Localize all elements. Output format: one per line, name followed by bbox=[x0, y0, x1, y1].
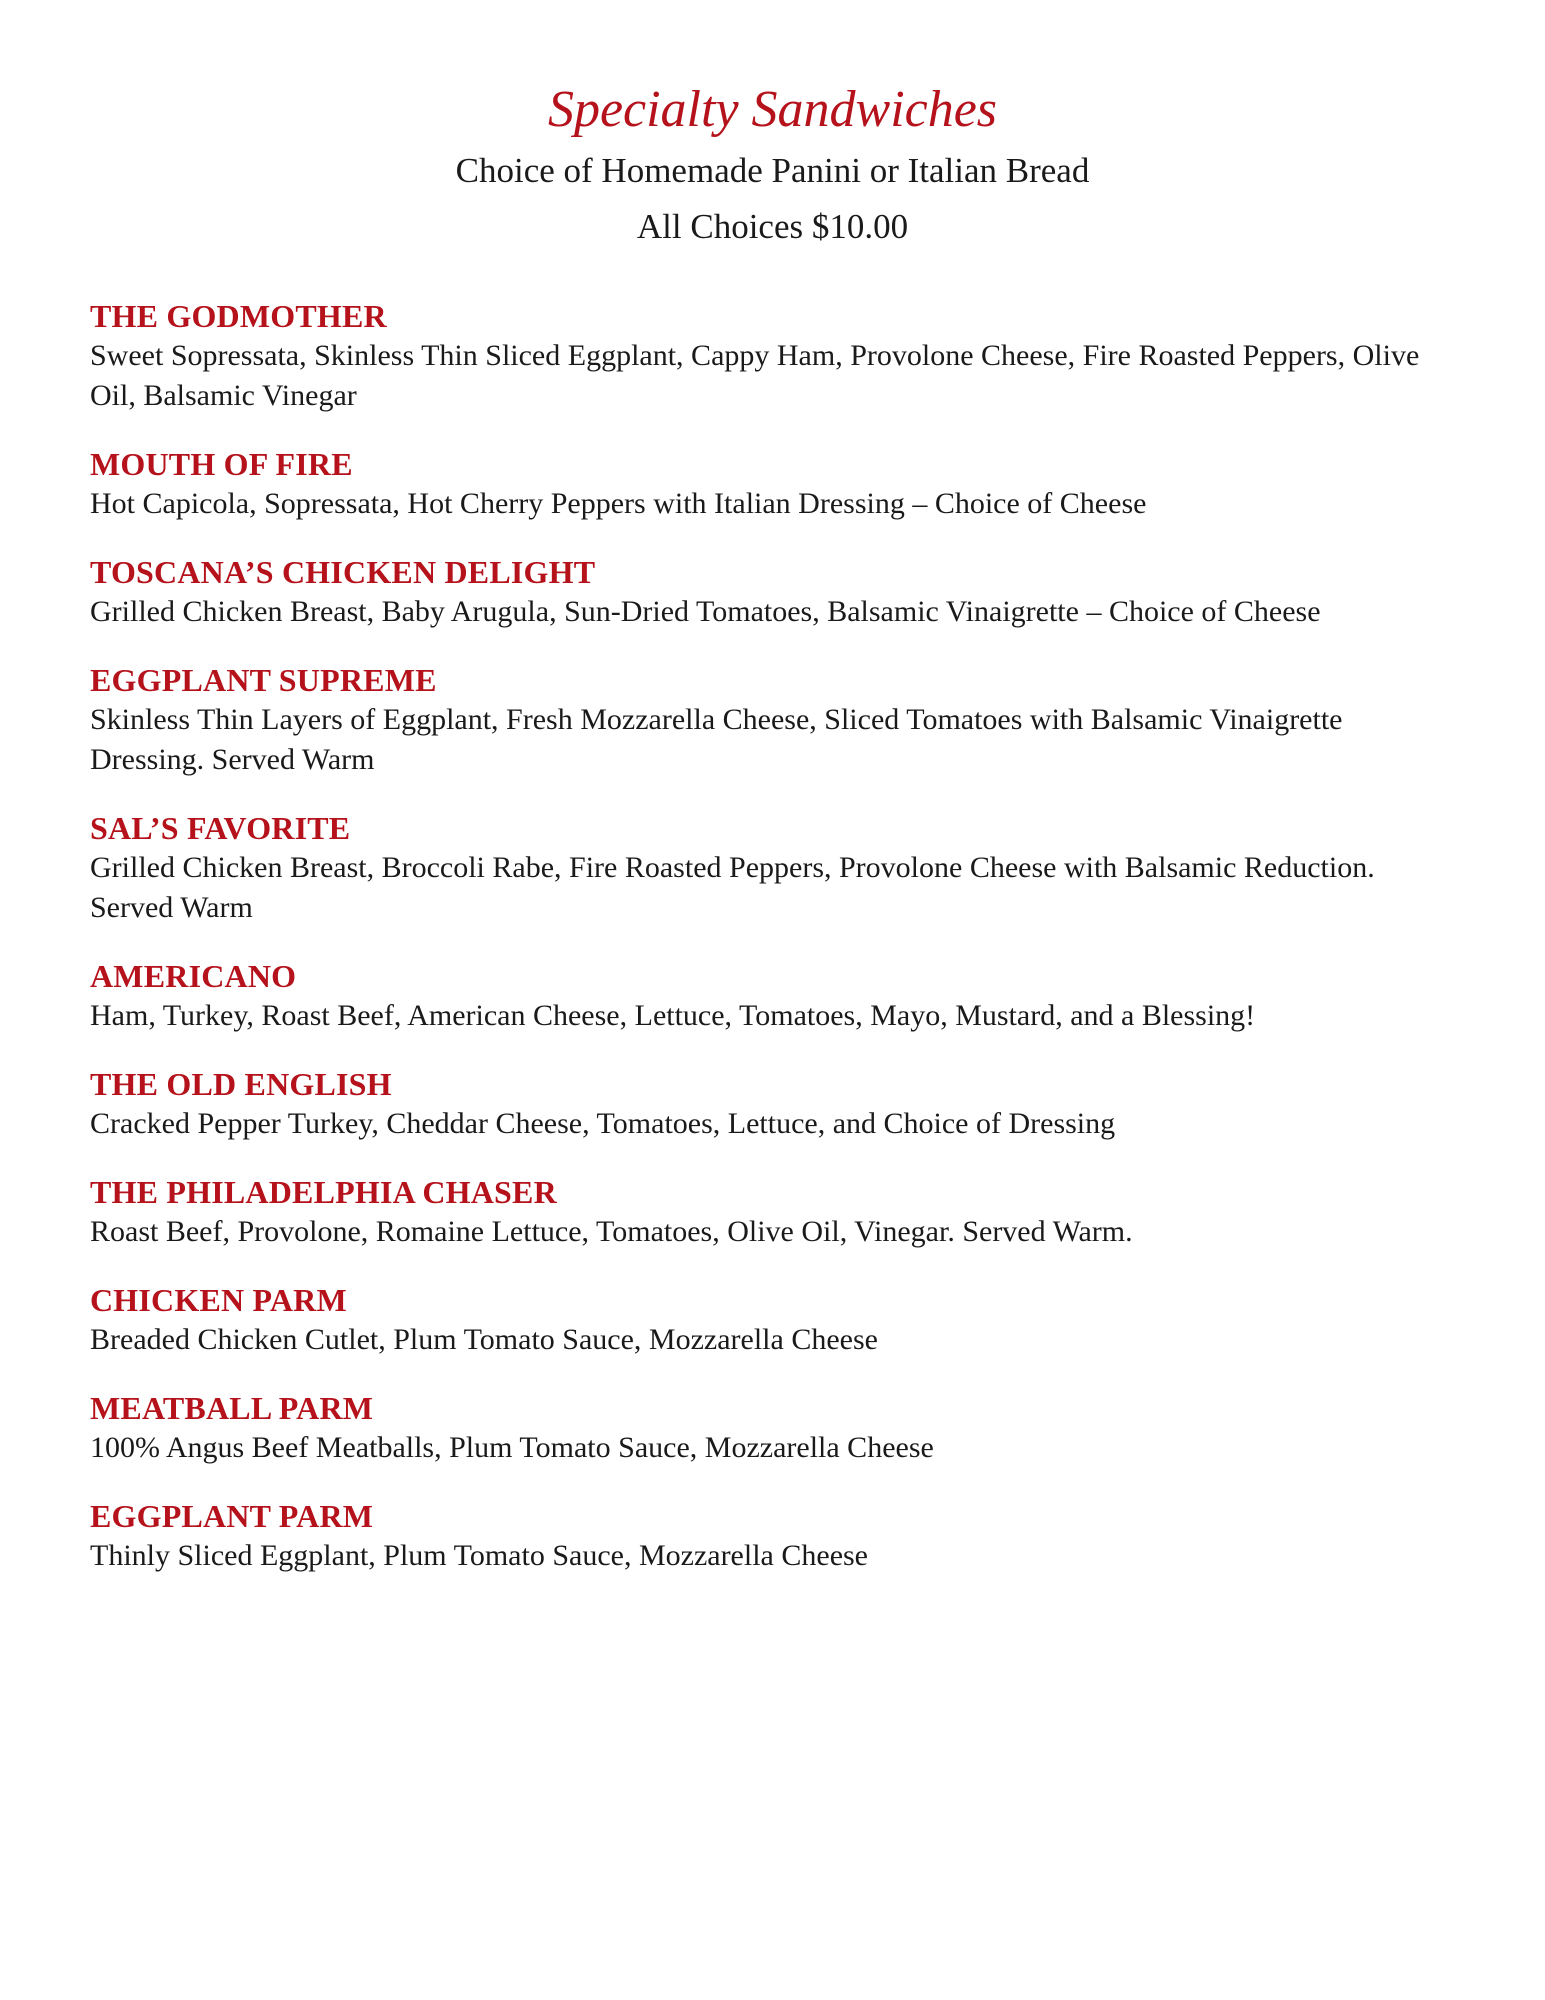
item-description: Cracked Pepper Turkey, Cheddar Cheese, Tomatoes, Lettuce, and Choice of Dressing bbox=[90, 1107, 1116, 1140]
item-description: Sweet Sopressata, Skinless Thin Sliced Eggplant, Cappy Ham, Provolone Cheese, Fire Roasted Peppers, Olive Oil, Balsamic Vinegar bbox=[90, 339, 1420, 412]
item-name: THE PHILADELPHIA CHASER bbox=[90, 1174, 557, 1210]
menu-item-americano bbox=[90, 956, 1430, 1036]
item-name: MOUTH OF FIRE bbox=[90, 446, 353, 482]
item-description: Grilled Chicken Breast, Baby Arugula, Sun-Dried Tomatoes, Balsamic Vinaigrette – Choice of Cheese bbox=[90, 595, 1321, 628]
menu-item-eggplant-parm bbox=[90, 1496, 1430, 1576]
item-name: THE OLD ENGLISH bbox=[90, 1066, 392, 1102]
menu-item-toscanas-chicken-delight bbox=[90, 552, 1430, 632]
menu-item-chicken-parm bbox=[90, 1280, 1430, 1360]
item-name: CHICKEN PARM bbox=[90, 1282, 347, 1318]
menu-item-godmother bbox=[90, 296, 1430, 416]
item-name: EGGPLANT PARM bbox=[90, 1498, 374, 1534]
item-description: Breaded Chicken Cutlet, Plum Tomato Sauce, Mozzarella Cheese bbox=[90, 1323, 878, 1356]
price-line: All Choices $10.00 bbox=[636, 207, 909, 246]
item-name: MEATBALL PARM bbox=[90, 1390, 374, 1426]
menu-item-philadelphia-chaser bbox=[90, 1172, 1430, 1252]
item-description: 100% Angus Beef Meatballs, Plum Tomato Sauce, Mozzarella Cheese bbox=[90, 1431, 934, 1464]
item-description: Roast Beef, Provolone, Romaine Lettuce, Tomatoes, Olive Oil, Vinegar. Served Warm. bbox=[90, 1215, 1133, 1248]
sandwich-list bbox=[90, 296, 1430, 1604]
item-description: Ham, Turkey, Roast Beef, American Cheese, Lettuce, Tomatoes, Mayo, Mustard, and a Blessing! bbox=[90, 999, 1256, 1032]
menu-item-mouth-of-fire bbox=[90, 444, 1430, 524]
menu-item-sals-favorite bbox=[90, 808, 1430, 928]
page-title: Specialty Sandwiches bbox=[547, 81, 998, 138]
item-description: Hot Capicola, Sopressata, Hot Cherry Peppers with Italian Dressing – Choice of Cheese bbox=[90, 487, 1147, 520]
item-name: SAL’S FAVORITE bbox=[90, 810, 351, 846]
menu-item-eggplant-supreme bbox=[90, 660, 1430, 780]
bread-choice-subtitle: Choice of Homemade Panini or Italian Bread bbox=[455, 151, 1090, 190]
item-name: EGGPLANT SUPREME bbox=[90, 662, 437, 698]
menu-item-old-english bbox=[90, 1064, 1430, 1144]
item-name: TOSCANA’S CHICKEN DELIGHT bbox=[90, 554, 596, 590]
item-description: Skinless Thin Layers of Eggplant, Fresh Mozzarella Cheese, Sliced Tomatoes with Balsamic Vinaigrette Dressing. Served Warm bbox=[90, 703, 1343, 776]
item-name: THE GODMOTHER bbox=[90, 298, 387, 334]
menu-header bbox=[0, 80, 1545, 248]
menu-item-meatball-parm bbox=[90, 1388, 1430, 1468]
item-name: AMERICANO bbox=[90, 958, 297, 994]
item-description: Thinly Sliced Eggplant, Plum Tomato Sauce, Mozzarella Cheese bbox=[90, 1539, 868, 1572]
item-description: Grilled Chicken Breast, Broccoli Rabe, Fire Roasted Peppers, Provolone Cheese with Balsamic Reduction. Served Warm bbox=[90, 851, 1375, 924]
